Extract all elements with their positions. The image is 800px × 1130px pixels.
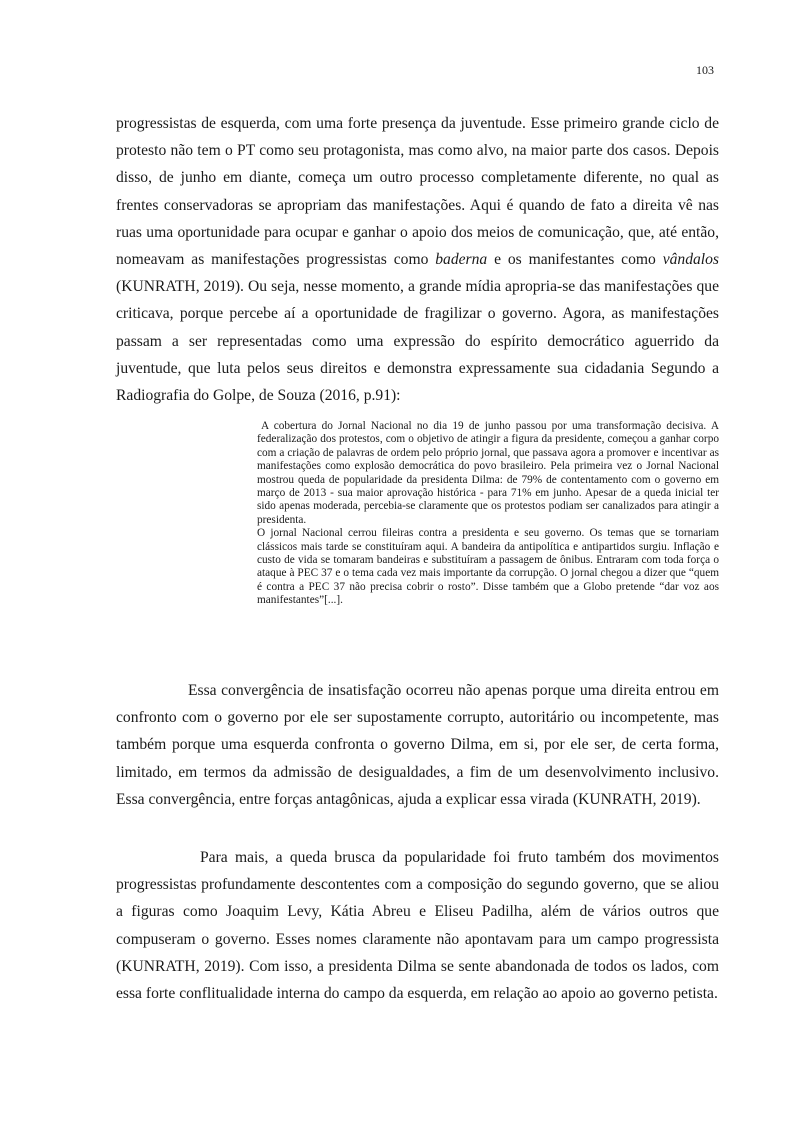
paragraph-1-text-c: (KUNRATH, 2019). Ou seja, nesse momento, a grande mídia apropria-se das manifestações que criticava, porque percebe aí a oportunidade de fragilizar o governo. Agora, as manifestações passam a ser representadas como uma expressão do espírito democrático aguerrido da juventude, que luta pelos seus direitos e demonstra expressamente sua cidadania Segundo a Radiografia do Golpe, de Souza (2016, p.91): bbox=[116, 278, 719, 405]
paragraph-3: Para mais, a queda brusca da popularidade foi fruto também dos movimentos progressistas profundamente descontentes com a composição do segundo governo, que se aliou a figuras como Joaquim Levy, Kátia Abreu e Eliseu Padilha, além de vários outros que compuseram o governo. Esses nomes claramente não apontavam para um campo progressista (KUNRATH, 2019). Com isso, a presidenta Dilma se sente abandonada de todos os lados, com essa forte conflitualidade interna do campo da esquerda, em relação ao apoio ao governo petista. bbox=[116, 849, 719, 1003]
italic-term-vandalos: vândalos bbox=[662, 251, 719, 269]
quote-paragraph-2: O jornal Nacional cerrou fileiras contra a presidenta e seu governo. Os temas que se tornariam clássicos mais tarde se constituíram aqui. A bandeira da antipolítica e antipartidos surgiu. Inflação e custo de vida se tomaram bandeiras e substituíram a passagem de ônibus. Entraram com toda força o ataque à PEC 37 e o tema cada vez mais importante da corrupção. O jornal chegou a dizer que “quem é contra a PEC 37 não precisa cobrir o rosto”. Disse também que a Globo pretende “dar voz aos manifestantes”[...]. bbox=[257, 527, 719, 607]
quote-paragraph-1: A cobertura do Jornal Nacional no dia 19 de junho passou por uma transformação decisiva. A federalização dos protestos, com o objetivo de atingir a figura da presidente, começou a ganhar corpo com a criação de palavras de ordem pelo próprio jornal, que passava agora a promover e incentivar as manifestações como explosão democrática do povo brasileiro. Pela primeira vez o Jornal Nacional mostrou queda de popularidade da presidenta Dilma: de 79% de contentamento com o governo em março de 2013 - sua maior aprovação histórica - para 71% em junho. Apesar de a queda inicial ter sido apenas moderada, percebia-se claramente que os protestos podiam ser canalizados para atingir a presidenta. bbox=[257, 420, 719, 526]
paragraph-1-text-b: e os manifestantes como bbox=[487, 251, 663, 269]
paragraph-1 bbox=[116, 110, 719, 409]
block-quote bbox=[257, 420, 719, 608]
italic-term-baderna: baderna bbox=[435, 251, 488, 269]
paragraph-2: Essa convergência de insatisfação ocorreu não apenas porque uma direita entrou em confronto com o governo por ele ser supostamente corrupto, autoritário ou incompetente, mas também porque uma esquerda confronta o governo Dilma, em si, por ele ser, de certa forma, limitado, em termos da admissão de desigualdades, a fim de um desenvolvimento inclusivo. Essa convergência, entre forças antagônicas, ajuda a explicar essa virada (KUNRATH, 2019). bbox=[116, 682, 719, 808]
page-number: 103 bbox=[696, 63, 714, 77]
paragraph-1-text-a: progressistas de esquerda, com uma forte presença da juventude. Esse primeiro grande ciclo de protesto não tem o PT como seu protagonista, mas como alvo, na maior parte dos casos. Depois disso, de junho em diante, começa um outro processo completamente diferente, no qual as frentes conservadoras se apropriam das manifestações. Aqui é quando de fato a direita vê nas ruas uma oportunidade para ocupar e ganhar o apoio dos meios de comunicação, que, até então, nomeavam as manifestações progressistas como bbox=[116, 115, 719, 269]
